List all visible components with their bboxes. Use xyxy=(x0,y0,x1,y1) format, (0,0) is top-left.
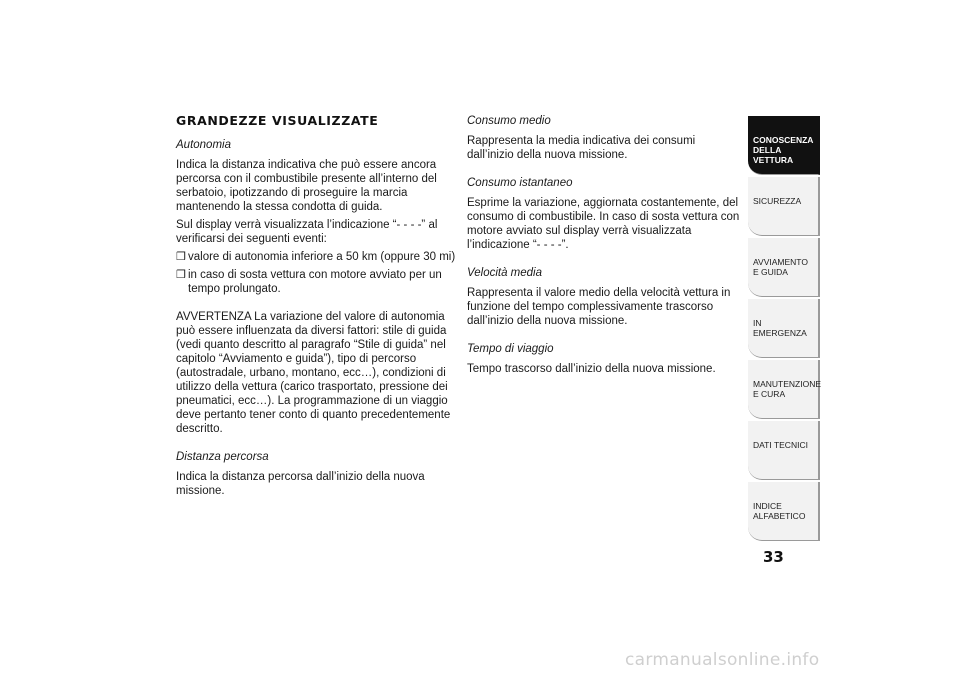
chapter-tabs xyxy=(748,116,820,543)
bullet-text: valore di autonomia inferiore a 50 km (oppure 30 mi) xyxy=(188,251,456,263)
tab-indice-alfabetico[interactable]: INDICE ALFABETICO xyxy=(748,482,820,541)
avvertenza-paragraph: AVVERTENZA La variazione del valore di autonomia può essere influenzata da diversi fattori: stile di guida (vedi quanto descritto al paragrafo “Stile di guida” nel capitolo “Avviamento e guida”), tipo di percorso (autostradale, urbano, montano, ecc…), condizioni di utilizzo della vettura (carico trasportato, pressione dei pneumatici, ecc…). La programmazione di un viaggio deve pertanto tener conto di quanto precedentemente descritto. xyxy=(176,311,451,435)
tab-avviamento-e-guida[interactable]: AVVIAMENTO E GUIDA xyxy=(748,238,820,297)
distanza-heading: Distanza percorsa xyxy=(176,451,269,463)
tab-in-emergenza[interactable]: IN EMERGENZA xyxy=(748,299,820,358)
autonomia-display-paragraph: Sul display verrà visualizzata l’indicazione “- - - -” al verificarsi dei seguenti eventi: xyxy=(176,219,438,245)
velocita-media-paragraph: Rappresenta il valore medio della velocità vettura in funzione del tempo complessivamente trascorso dall’inizio della nuova missione. xyxy=(467,287,731,327)
consumo-istantaneo-heading: Consumo istantaneo xyxy=(467,177,573,189)
bullet-item xyxy=(176,250,466,264)
bullet-text: in caso di sosta vettura con motore avviato per un tempo prolungato. xyxy=(188,269,442,295)
autonomia-paragraph: Indica la distanza indicativa che può essere ancora percorsa con il combustibile presente all’interno del serbatoio, ipotizzando di proseguire la marcia mantenendo la stessa condotta di guida. xyxy=(176,159,437,213)
tab-sicurezza[interactable]: SICUREZZA xyxy=(748,177,820,236)
checkbox-bullet-icon: ❒ xyxy=(176,269,186,281)
tempo-viaggio-heading: Tempo di viaggio xyxy=(467,343,554,355)
watermark: carmanualsonline.info xyxy=(625,650,820,670)
consumo-istantaneo-paragraph: Esprime la variazione, aggiornata costantemente, del consumo di combustibile. In caso di sosta vettura con motore avviato sul display verrà visualizzata l’indicazione “- - - -”. xyxy=(467,197,740,251)
tab-dati-tecnici[interactable]: DATI TECNICI xyxy=(748,421,820,480)
section-title: GRANDEZZE VISUALIZZATE xyxy=(176,113,379,128)
velocita-media-heading: Velocità media xyxy=(467,267,543,279)
right-column xyxy=(467,114,742,380)
tab-manutenzione-e-cura[interactable]: MANUTENZIONE E CURA xyxy=(748,360,820,419)
checkbox-bullet-icon: ❒ xyxy=(176,251,186,263)
tab-conoscenza-della-vettura[interactable]: CONOSCENZA DELLA VETTURA xyxy=(748,116,820,175)
consumo-medio-heading: Consumo medio xyxy=(467,115,551,127)
distanza-paragraph: Indica la distanza percorsa dall’inizio della nuova missione. xyxy=(176,471,425,497)
tempo-viaggio-paragraph: Tempo trascorso dall’inizio della nuova missione. xyxy=(467,363,716,375)
page-number: 33 xyxy=(763,548,784,566)
consumo-medio-paragraph: Rappresenta la media indicativa dei consumi dall’inizio della nuova missione. xyxy=(467,135,696,161)
bullet-item xyxy=(176,268,466,296)
left-column xyxy=(176,114,466,502)
autonomia-heading: Autonomia xyxy=(176,139,231,151)
